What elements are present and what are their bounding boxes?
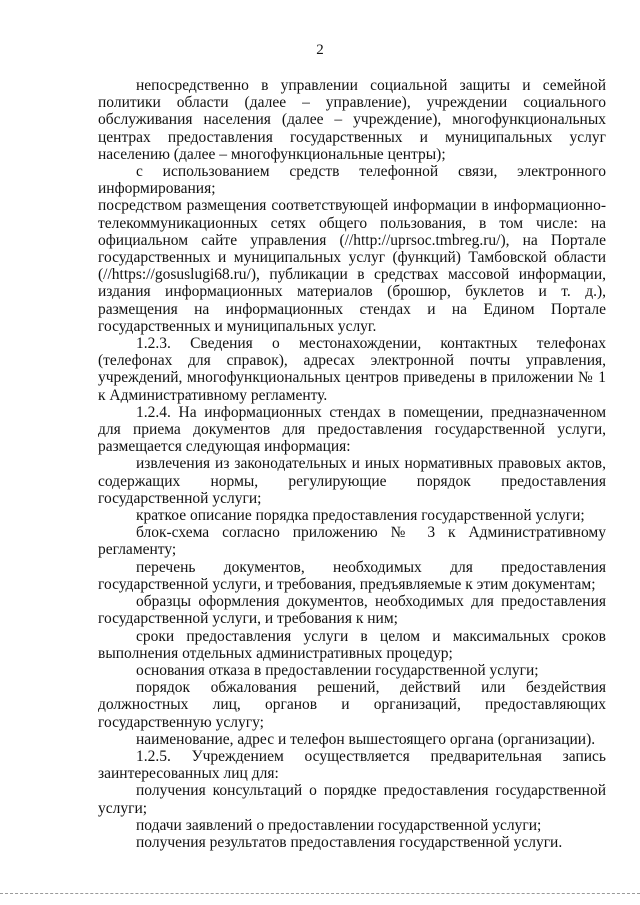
paragraph-8: блок-схема согласно приложению № 3 к Административному регламенту; (98, 524, 606, 559)
paragraph-6: извлечения из законодательных и иных нормативных правовых актов, содержащих нормы, регулирующие порядок предоставления государственной услуги; (98, 455, 606, 507)
paragraph-14: наименование, адрес и телефон вышестоящего органа (организации). (136, 730, 596, 748)
document-body (98, 77, 606, 851)
paragraph-17: подачи заявлений о предоставлении государственной услуги; (136, 816, 542, 834)
paragraph-4: 1.2.3. Сведения о местонахождении, контактных телефонах (телефонах для справок), адресах электронной почты управления, учреждений, многофункциональных центров приведены в приложении № 1 к Административному регламенту. (98, 335, 606, 404)
paragraph-3: посредством размещения соответствующей информации в информационно-телекоммуникационных сетях общего пользования, в том числе: на официальном сайте управления (//http://uprsoc.tmbreg.ru/), на Портале государственных и муниципальных услуг (функций) Тамбовской области (//https://gosuslugi68.ru/), публикации в средствах массовой информации, издания информационных материалов (брошюр, буклетов и т. д.), размещения на информационных стендах и на Едином Портале государственных и муниципальных услуг. (98, 197, 606, 335)
page-number: 2 (316, 42, 324, 58)
paragraph-16: получения консультаций о порядке предоставления государственной услуги; (98, 782, 606, 817)
paragraph-13: порядок обжалования решений, действий или бездействия должностных лиц, органов и организаций, предоставляющих государственную услугу; (98, 679, 606, 731)
paragraph-1: непосредственно в управлении социальной защиты и семейной политики области (далее – управление), учреждении социального обслуживания населения (далее – учреждение), многофункциональных центрах предоставления государственных и муниципальных услуг населению (далее – многофункциональные центры); (98, 77, 606, 163)
paragraph-9: перечень документов, необходимых для предоставления государственной услуги, и требования, предъявляемые к этим документам; (98, 558, 606, 593)
paragraph-15: 1.2.5. Учреждением осуществляется предварительная запись заинтересованных лиц для: (98, 747, 606, 783)
paragraph-7: краткое описание порядка предоставления государственной услуги; (136, 507, 585, 525)
paragraph-5: 1.2.4. На информационных стендах в помещении, предназначенном для приема документов для предоставления государственной услуги, размещается следующая информация: (98, 403, 606, 456)
paragraph-12: основания отказа в предоставлении государственной услуги; (136, 661, 539, 679)
paragraph-2: с использованием средств телефонной связи, электронного информирования; (98, 163, 606, 198)
paragraph-11: сроки предоставления услуги в целом и максимальных сроков выполнения отдельных административных процедур; (98, 627, 606, 662)
paragraph-18: получения результатов предоставления государственной услуги. (136, 833, 563, 851)
paragraph-10: образцы оформления документов, необходимых для предоставления государственной услуги, и требования к ним; (98, 593, 606, 628)
page-bottom-rule (0, 893, 640, 895)
